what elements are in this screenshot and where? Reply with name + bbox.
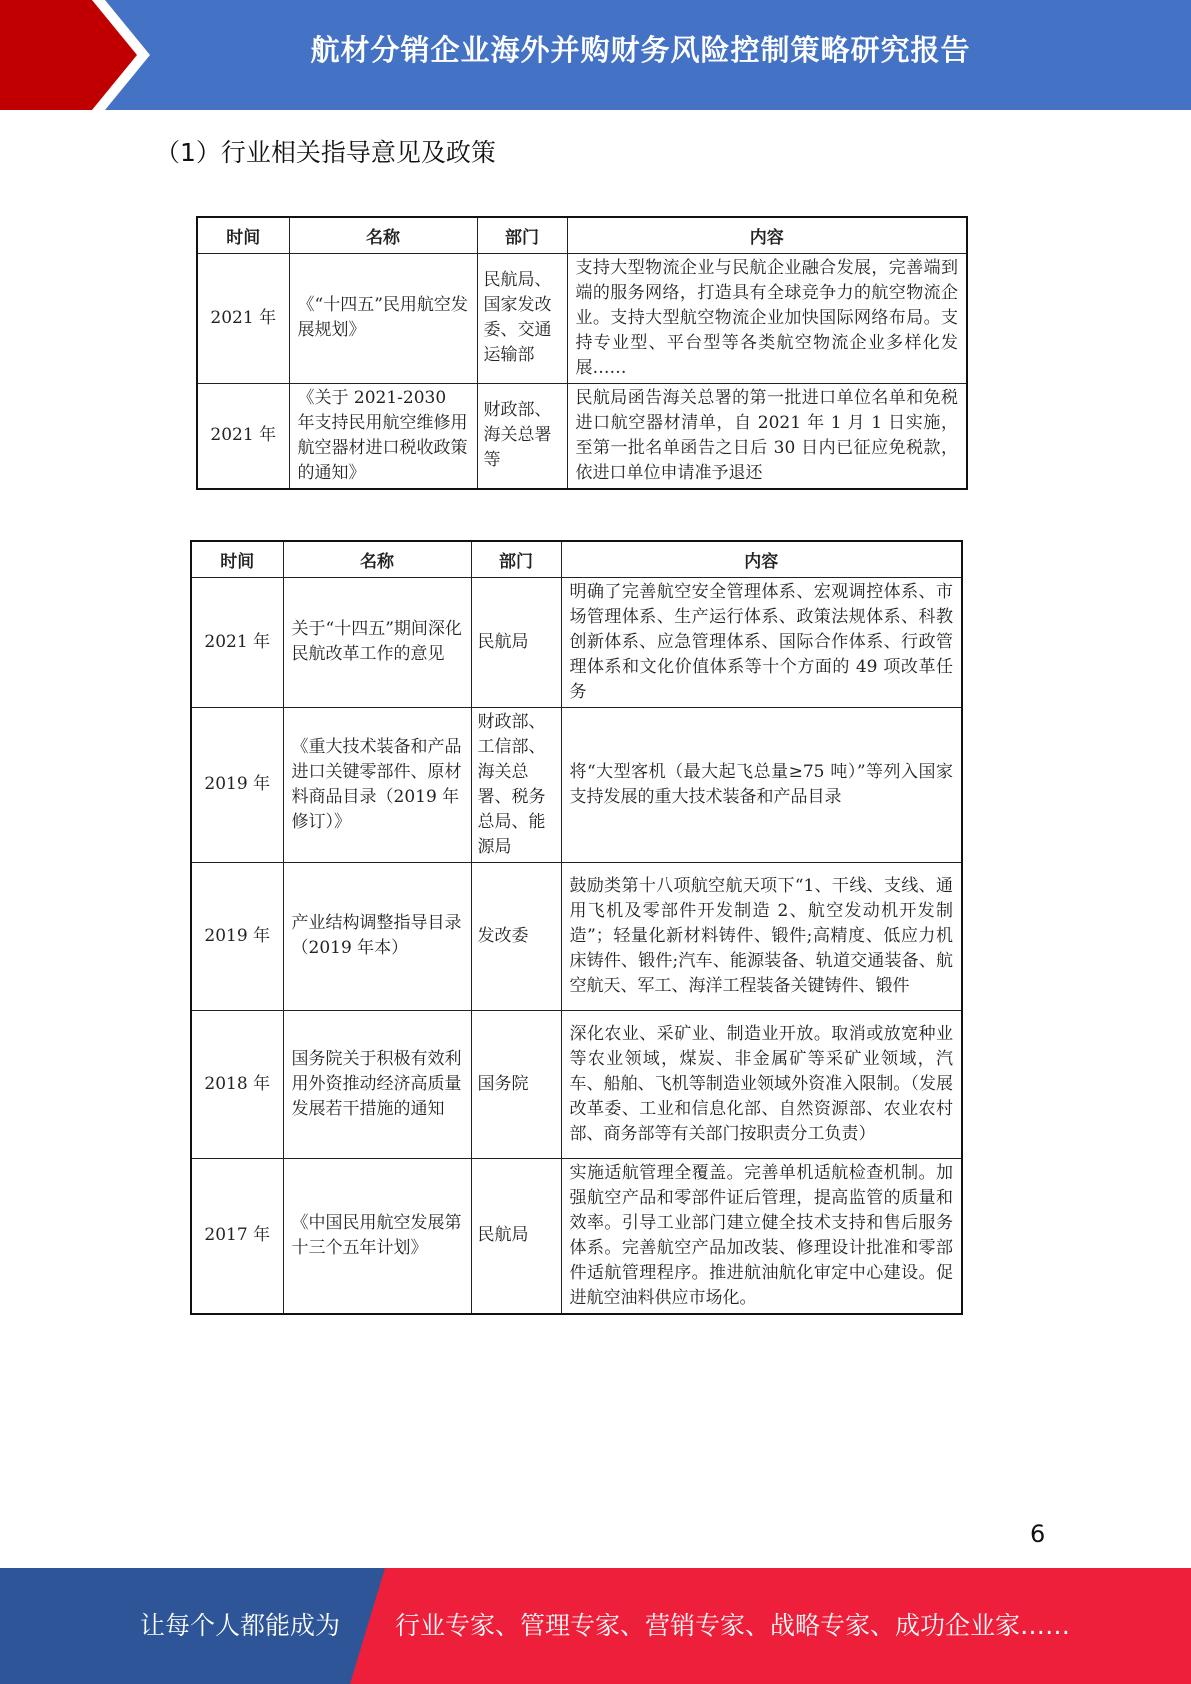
cell-time: 2021 年 xyxy=(191,577,283,707)
cell-time: 2021 年 xyxy=(197,383,289,489)
footer-banner xyxy=(0,1568,1191,1684)
cell-dept: 国务院 xyxy=(471,1010,561,1158)
report-title: 航材分销企业海外并购财务风险控制策略研究报告 xyxy=(310,33,971,67)
policy-table-2 xyxy=(190,540,963,1315)
footer-slogan-right: 行业专家、管理专家、营销专家、战略专家、成功企业家…… xyxy=(395,1611,1071,1640)
cell-dept: 民航局 xyxy=(471,1158,561,1314)
cell-content: 将“大型客机（最大起飞总量≥75 吨）”等列入国家支持发展的重大技术装备和产品目录 xyxy=(561,707,962,862)
header-content: 内容 xyxy=(561,541,962,577)
footer-slogan-left: 让每个人都能成为 xyxy=(140,1611,341,1640)
policy-table-1 xyxy=(196,216,968,490)
cell-name: 《中国民用航空发展第十三个五年计划》 xyxy=(283,1158,471,1314)
cell-name: 国务院关于积极有效利用外资推动经济高质量发展若干措施的通知 xyxy=(283,1010,471,1158)
cell-content: 实施适航管理全覆盖。完善单机适航检查机制。加强航空产品和零部件证后管理，提高监管的质量和效率。引导工业部门建立健全技术支持和售后服务体系。完善航空产品加改装、修理设计批准和零部件适航管理程序。推进航油航化审定中心建设。促进航空油料供应市场化。 xyxy=(561,1158,962,1314)
table-row xyxy=(197,253,967,383)
header-time: 时间 xyxy=(197,217,289,253)
cell-content: 支持大型物流企业与民航企业融合发展，完善端到端的服务网络，打造具有全球竞争力的航空物流企业。支持大型航空物流企业加快国际网络布局。支持专业型、平台型等各类航空物流企业多样化发展…… xyxy=(567,253,967,383)
header-dept: 部门 xyxy=(477,217,567,253)
cell-content: 明确了完善航空安全管理体系、宏观调控体系、市场管理体系、生产运行体系、政策法规体系、科教创新体系、应急管理体系、国际合作体系、行政管理体系和文化价值体系等十个方面的 49 项改革任务 xyxy=(561,577,962,707)
cell-name: 关于“十四五”期间深化民航改革工作的意见 xyxy=(283,577,471,707)
cell-name: 《关于 2021-2030 年支持民用航空维修用航空器材进口税收政策的通知》 xyxy=(289,383,477,489)
cell-name: 产业结构调整指导目录（2019 年本） xyxy=(283,862,471,1010)
cell-time: 2017 年 xyxy=(191,1158,283,1314)
header-content: 内容 xyxy=(567,217,967,253)
cell-dept: 财政部、海关总署等 xyxy=(477,383,567,489)
table-header-row xyxy=(197,217,967,253)
cell-time: 2019 年 xyxy=(191,862,283,1010)
cell-dept: 发改委 xyxy=(471,862,561,1010)
cell-dept: 财政部、工信部、海关总署、税务总局、能源局 xyxy=(471,707,561,862)
cell-content: 深化农业、采矿业、制造业开放。取消或放宽种业等农业领域，煤炭、非金属矿等采矿业领域，汽车、船舶、飞机等制造业领域外资准入限制。（发展改革委、工业和信息化部、自然资源部、农业农村部、商务部等有关部门按职责分工负责） xyxy=(561,1010,962,1158)
header-banner xyxy=(0,0,1191,110)
cell-dept: 民航局 xyxy=(471,577,561,707)
header-name: 名称 xyxy=(289,217,477,253)
table-row xyxy=(191,577,962,707)
cell-name: 《重大技术装备和产品进口关键零部件、原材料商品目录（2019 年修订）》 xyxy=(283,707,471,862)
cell-time: 2018 年 xyxy=(191,1010,283,1158)
table-row xyxy=(191,1010,962,1158)
cell-time: 2019 年 xyxy=(191,707,283,862)
header-dept: 部门 xyxy=(471,541,561,577)
header-arrow-decoration xyxy=(0,0,160,110)
header-time: 时间 xyxy=(191,541,283,577)
table-header-row xyxy=(191,541,962,577)
cell-time: 2021 年 xyxy=(197,253,289,383)
table-row xyxy=(191,1158,962,1314)
table-row xyxy=(191,862,962,1010)
cell-content: 民航局函告海关总署的第一批进口单位名单和免税进口航空器材清单，自 2021 年 1 月 1 日实施，至第一批名单函告之日后 30 日内已征应免税款，依进口单位申请准予退还 xyxy=(567,383,967,489)
cell-name: 《“十四五”民用航空发展规划》 xyxy=(289,253,477,383)
page-number: 6 xyxy=(1030,1520,1046,1548)
section-heading: （1）行业相关指导意见及政策 xyxy=(155,138,496,167)
cell-dept: 民航局、国家发改委、交通运输部 xyxy=(477,253,567,383)
table-row xyxy=(191,707,962,862)
table-row xyxy=(197,383,967,489)
header-name: 名称 xyxy=(283,541,471,577)
cell-content: 鼓励类第十八项航空航天项下“1、干线、支线、通用飞机及零部件开发制造 2、航空发动机开发制造”；轻量化新材料铸件、锻件;高精度、低应力机床铸件、锻件;汽车、能源装备、轨道交通装备、航空航天、军工、海洋工程装备关键铸件、锻件 xyxy=(561,862,962,1010)
